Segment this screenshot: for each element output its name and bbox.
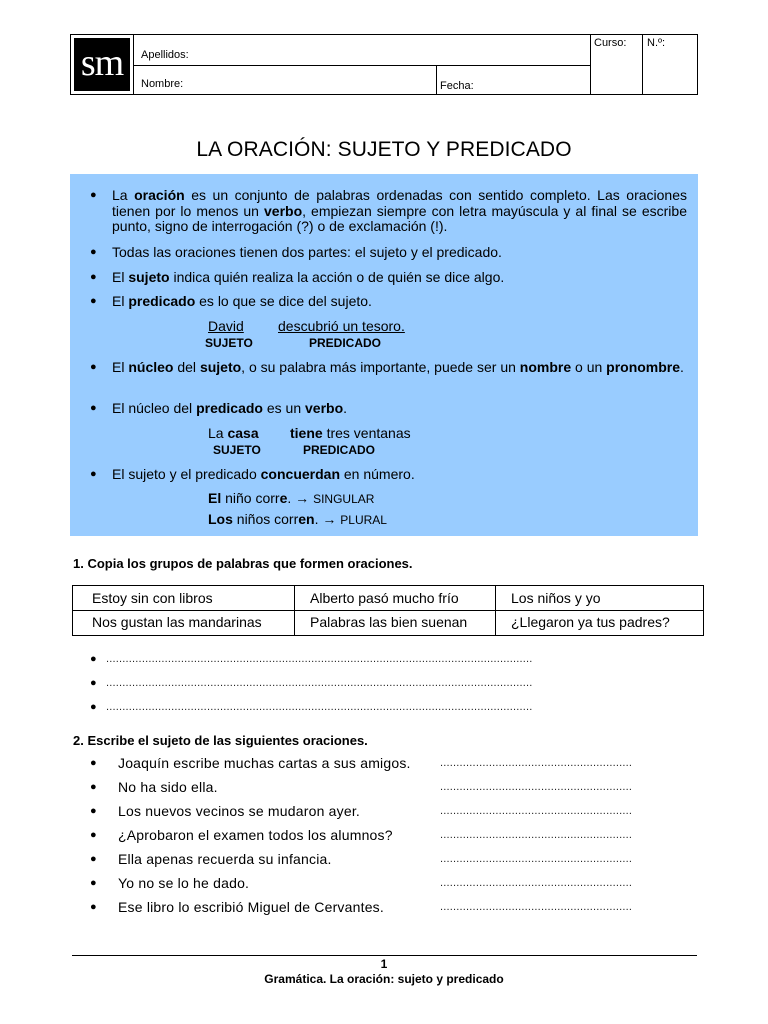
- bullet-icon: ●: [90, 246, 97, 258]
- bullet-icon: ●: [90, 361, 97, 373]
- table-divider: [73, 610, 703, 611]
- definition-paragraph: La oración es un conjunto de palabras ordenadas con sentido completo. Las oraciones tienen por lo menos un verbo, empiezan siempre con letra mayúscula y al final se escribe punto, signo de interrogación (?) o de exclamación (!).: [112, 187, 687, 235]
- sentence-item: ¿Aprobaron el examen todos los alumnos?: [118, 827, 393, 843]
- example-predicate: descubrió un tesoro.: [278, 318, 405, 334]
- surname-label: Apellidos:: [141, 49, 189, 61]
- sentence-item: Los nuevos vecinos se mudaron ayer.: [118, 803, 361, 819]
- exercise-1-title: 1. Copia los grupos de palabras que formen oraciones.: [73, 556, 413, 571]
- sentence-item: Ese libro lo escribió Miguel de Cervantes.: [118, 899, 384, 915]
- table-cell: Palabras las bien suenan: [310, 614, 468, 630]
- agreement-paragraph: El sujeto y el predicado concuerdan en número.: [112, 466, 415, 482]
- subject-paragraph: El sujeto indica quién realiza la acción o de quién se dice algo.: [112, 269, 505, 285]
- answer-line[interactable]: ...................................................................................................................................: [106, 653, 533, 665]
- bullet-icon: ●: [90, 701, 97, 713]
- bullet-icon: ●: [90, 468, 97, 480]
- sentence-item: Joaquín escribe muchas cartas a sus amigos.: [118, 755, 411, 771]
- logo-box: [71, 35, 134, 94]
- number-label: N.º:: [647, 37, 666, 49]
- answer-line[interactable]: ...........................................................: [440, 829, 633, 841]
- sentence-item: No ha sido ella.: [118, 779, 218, 795]
- answer-line[interactable]: ...........................................................: [440, 805, 633, 817]
- bullet-icon: ●: [90, 402, 97, 414]
- bullet-icon: ●: [90, 853, 97, 865]
- singular-example: El niño corre. → SINGULAR: [208, 490, 375, 506]
- table-cell: Nos gustan las mandarinas: [92, 614, 262, 630]
- answer-line[interactable]: ...........................................................: [440, 781, 633, 793]
- example-sentence: tiene tres ventanas: [290, 425, 411, 441]
- table-divider: [294, 586, 295, 635]
- bullet-icon: ●: [90, 901, 97, 913]
- example-sentence: La casa: [208, 425, 259, 441]
- answer-line[interactable]: ...........................................................: [440, 853, 633, 865]
- table-cell: Los niños y yo: [511, 590, 601, 606]
- footer-divider: [72, 955, 697, 956]
- table-cell: Estoy sin con libros: [92, 590, 213, 606]
- bullet-icon: ●: [90, 877, 97, 889]
- name-label: Nombre:: [141, 78, 184, 90]
- bullet-icon: ●: [90, 271, 97, 283]
- table-cell: ¿Llegaron ya tus padres?: [511, 614, 670, 630]
- exercise-2-title: 2. Escribe el sujeto de las siguientes oraciones.: [73, 733, 368, 748]
- bullet-icon: ●: [90, 295, 97, 307]
- table-divider: [495, 586, 496, 635]
- page-title: LA ORACIÓN: SUJETO Y PREDICADO: [196, 138, 572, 161]
- date-label: Fecha:: [440, 80, 474, 92]
- answer-line[interactable]: ...........................................................: [440, 757, 633, 769]
- subject-tag: SUJETO: [205, 336, 253, 350]
- parts-paragraph: Todas las oraciones tienen dos partes: el sujeto y el predicado.: [112, 244, 502, 260]
- answer-line[interactable]: ...........................................................: [440, 901, 633, 913]
- page-number: 1: [380, 957, 388, 971]
- word-groups-table: [72, 585, 704, 636]
- answer-line[interactable]: ...................................................................................................................................: [106, 701, 533, 713]
- sentence-item: Ella apenas recuerda su infancia.: [118, 851, 332, 867]
- nucleus-subject-paragraph: El núcleo del sujeto, o su palabra más importante, puede ser un nombre o un pronombre.: [112, 359, 684, 375]
- bullet-icon: ●: [90, 677, 97, 689]
- predicate-paragraph: El predicado es lo que se dice del sujeto.: [112, 293, 372, 309]
- nucleus-predicate-paragraph: El núcleo del predicado es un verbo.: [112, 400, 348, 416]
- publisher-logo: sm: [74, 38, 130, 91]
- example-subject: David: [208, 318, 244, 334]
- course-label: Curso:: [594, 37, 627, 49]
- subject-tag: SUJETO: [213, 443, 261, 457]
- bullet-icon: ●: [90, 829, 97, 841]
- footer-caption: Gramática. La oración: sujeto y predicado: [264, 972, 504, 986]
- bullet-icon: ●: [90, 757, 97, 769]
- predicate-tag: PREDICADO: [309, 336, 382, 350]
- student-header: [70, 34, 698, 95]
- arrow-icon: →: [291, 490, 314, 506]
- predicate-tag: PREDICADO: [303, 443, 376, 457]
- bullet-icon: ●: [90, 189, 97, 201]
- header-divider: [642, 35, 643, 94]
- header-divider: [590, 35, 591, 94]
- header-divider: [436, 65, 437, 94]
- sentence-item: Yo no se lo he dado.: [118, 875, 250, 891]
- arrow-icon: →: [318, 511, 341, 527]
- plural-example: Los niños corren. → PLURAL: [208, 511, 387, 527]
- table-cell: Alberto pasó mucho frío: [310, 590, 459, 606]
- bullet-icon: ●: [90, 781, 97, 793]
- bullet-icon: ●: [90, 805, 97, 817]
- bullet-icon: ●: [90, 653, 97, 665]
- answer-line[interactable]: ...................................................................................................................................: [106, 677, 533, 689]
- header-divider: [133, 65, 590, 66]
- answer-line[interactable]: ...........................................................: [440, 877, 633, 889]
